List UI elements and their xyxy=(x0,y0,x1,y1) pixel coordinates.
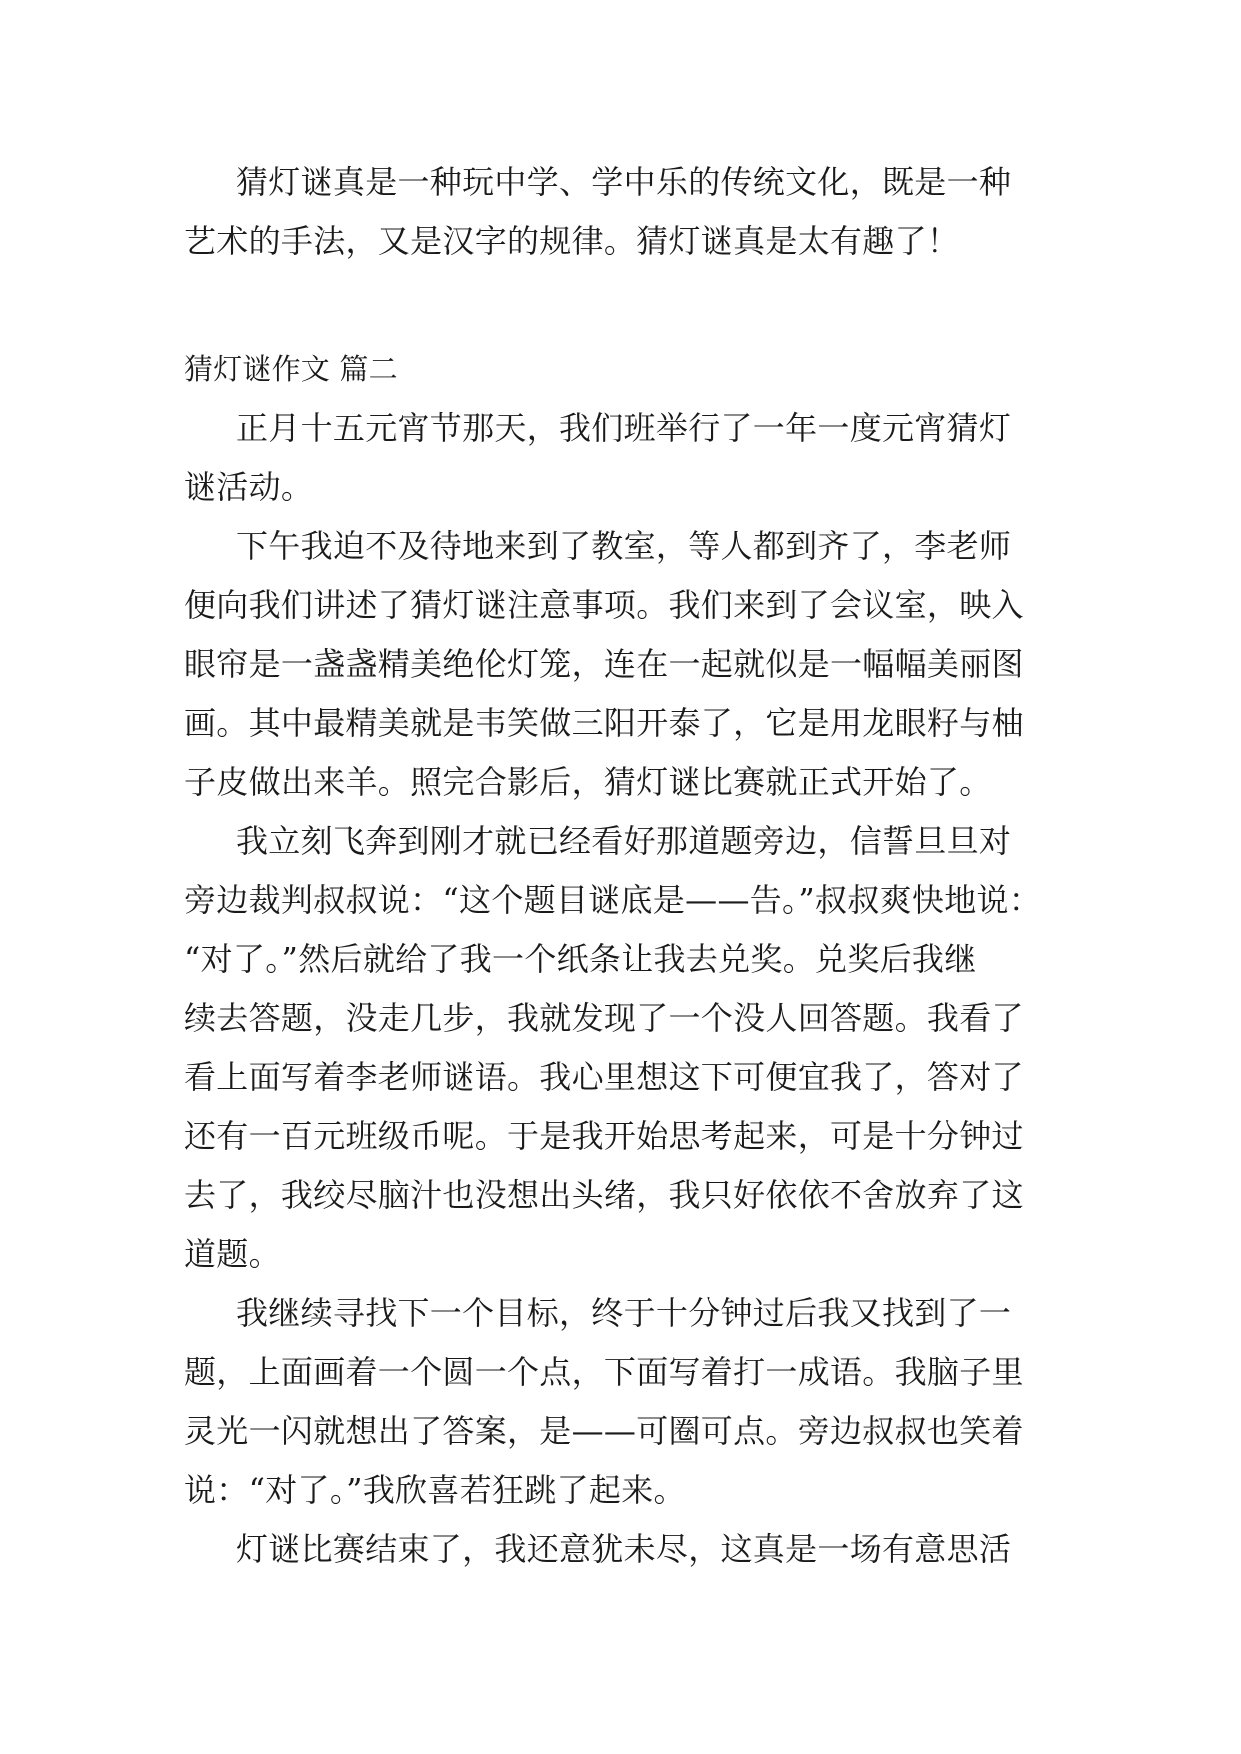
paragraph-4-line-4: 续去答题，没走几步，我就发现了一个没人回答题。我看了 xyxy=(184,999,1024,1037)
paragraph-4-line-5: 看上面写着李老师谜语。我心里想这下可便宜我了，答对了 xyxy=(184,1058,1024,1096)
paragraph-6-line-1: 灯谜比赛结束了，我还意犹未尽，这真是一场有意思活 xyxy=(236,1530,1012,1568)
paragraph-2-line-1: 正月十五元宵节那天，我们班举行了一年一度元宵猜灯 xyxy=(236,409,1012,447)
paragraph-4-line-2: 旁边裁判叔叔说：“这个题目谜底是——告。”叔叔爽快地说： xyxy=(184,881,1042,919)
paragraph-4-line-6: 还有一百元班级币呢。于是我开始思考起来，可是十分钟过 xyxy=(184,1117,1024,1155)
paragraph-3-line-3: 眼帘是一盏盏精美绝伦灯笼，连在一起就似是一幅幅美丽图 xyxy=(184,645,1024,683)
paragraph-1-line-2: 艺术的手法，又是汉字的规律。猜灯谜真是太有趣了！ xyxy=(184,222,960,260)
paragraph-3-line-5: 子皮做出来羊。照完合影后，猜灯谜比赛就正式开始了。 xyxy=(184,763,992,801)
paragraph-5-line-1: 我继续寻找下一个目标，终于十分钟过后我又找到了一 xyxy=(236,1294,1012,1332)
paragraph-4-line-7: 去了，我绞尽脑汁也没想出头绪，我只好依依不舍放弃了这 xyxy=(184,1176,1024,1214)
paragraph-5-line-2: 题，上面画着一个圆一个点，下面写着打一成语。我脑子里 xyxy=(184,1353,1024,1391)
paragraph-4-line-8: 道题。 xyxy=(184,1235,281,1273)
section-heading: 猜灯谜作文 篇二 xyxy=(184,352,398,386)
paragraph-4-line-3: “对了。”然后就给了我一个纸条让我去兑奖。兑奖后我继 xyxy=(184,940,977,978)
paragraph-1-line-1: 猜灯谜真是一种玩中学、学中乐的传统文化，既是一种 xyxy=(236,163,1012,201)
paragraph-5-line-4: 说：“对了。”我欣喜若狂跳了起来。 xyxy=(184,1471,686,1509)
paragraph-3-line-1: 下午我迫不及待地来到了教室，等人都到齐了，李老师 xyxy=(236,527,1012,565)
paragraph-3-line-4: 画。其中最精美就是韦笑做三阳开泰了，它是用龙眼籽与柚 xyxy=(184,704,1024,742)
paragraph-2-line-2: 谜活动。 xyxy=(184,468,314,506)
paragraph-4-line-1: 我立刻飞奔到刚才就已经看好那道题旁边，信誓旦旦对 xyxy=(236,822,1012,860)
paragraph-3-line-2: 便向我们讲述了猜灯谜注意事项。我们来到了会议室，映入 xyxy=(184,586,1024,624)
paragraph-5-line-3: 灵光一闪就想出了答案，是——可圈可点。旁边叔叔也笑着 xyxy=(184,1412,1024,1450)
